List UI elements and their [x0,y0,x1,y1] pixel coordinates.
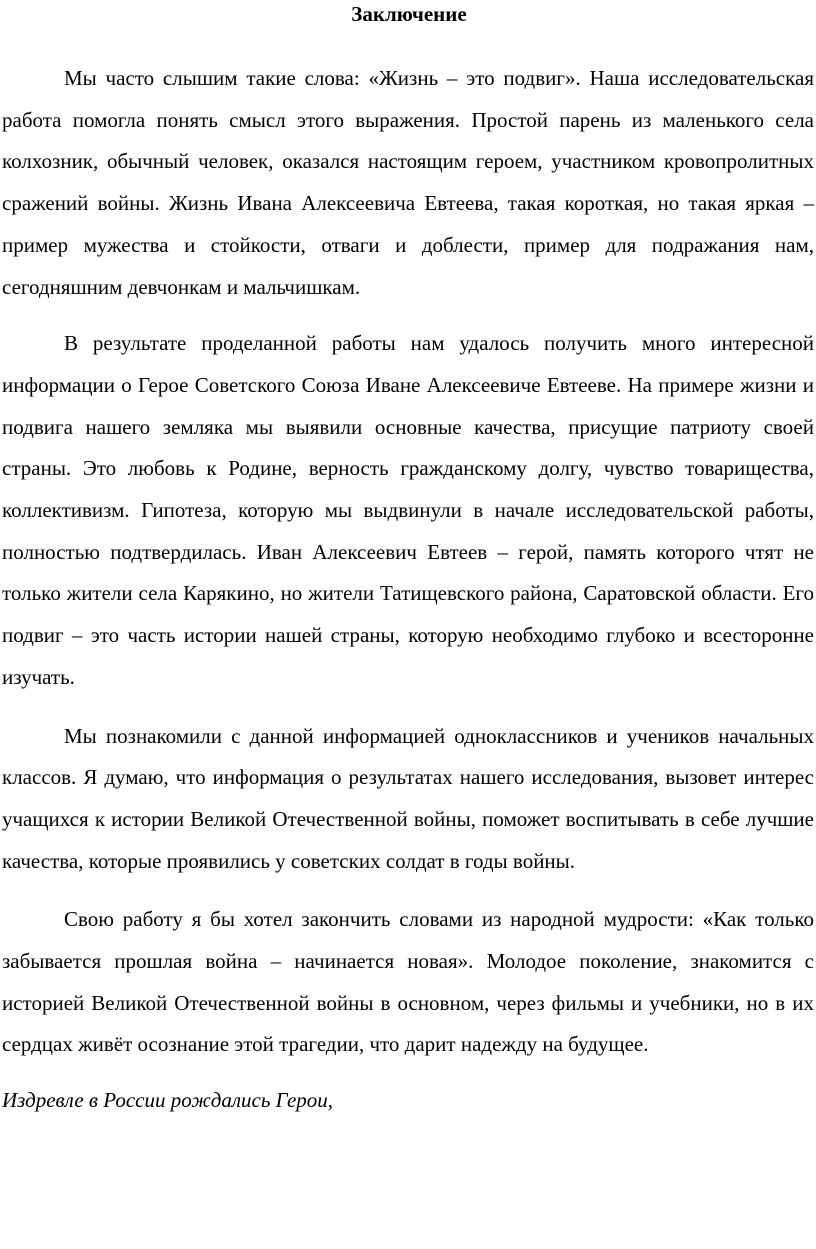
paragraph-3: Мы познакомили с данной информацией одноклассников и учеников начальных классов. Я думаю, что информация о результатах нашего исследования, вызовет интерес учащихся к истории Великой Отечественной войны, поможет воспитывать в себе лучшие качества, которые проявились у советских солдат в годы войны. [2,723,814,873]
paragraph-2: В результате проделанной работы нам удалось получить много интересной информации о Герое Советского Союза Иване Алексеевиче Евтееве. На примере жизни и подвига нашего земляка мы выявили основные качества, присущие патриоту своей страны. Это любовь к Родине, верность гражданскому долгу, чувство товарищества, коллективизм. Гипотеза, которую мы выдвинули в начале исследовательской работы, полностью подтвердилась. Иван Алексеевич Евтеев – герой, память которого чтят не только жители села Карякино, но жители Татищевского района, Саратовской области. Его подвиг – это часть истории нашей страны, которую необходимо глубоко и всесторонне изучать. [2,331,814,689]
page-title: Заключение [351,2,467,26]
paragraph-1: Мы часто слышим такие слова: «Жизнь – это подвиг». Наша исследовательская работа помогла понять смысл этого выражения. Простой парень из маленького села колхозник, обычный человек, оказался настоящим героем, участником кровопролитных сражений войны. Жизнь Ивана Алексеевича Евтеева, такая короткая, но такая яркая – пример мужества и стойкости, отваги и доблести, пример для подражания нам, сегодняшним девчонкам и мальчишкам. [2,66,814,299]
paragraph-4: Свою работу я бы хотел закончить словами из народной мудрости: «Как только забывается прошлая война – начинается новая». Молодое поколение, знакомится с историей Великой Отечественной войны в основном, через фильмы и учебники, но в их сердцах живёт осознание этой трагедии, что дарит надежду на будущее. [2,907,814,1057]
epigraph-line: Издревле в России рождались Герои, [2,1088,334,1113]
